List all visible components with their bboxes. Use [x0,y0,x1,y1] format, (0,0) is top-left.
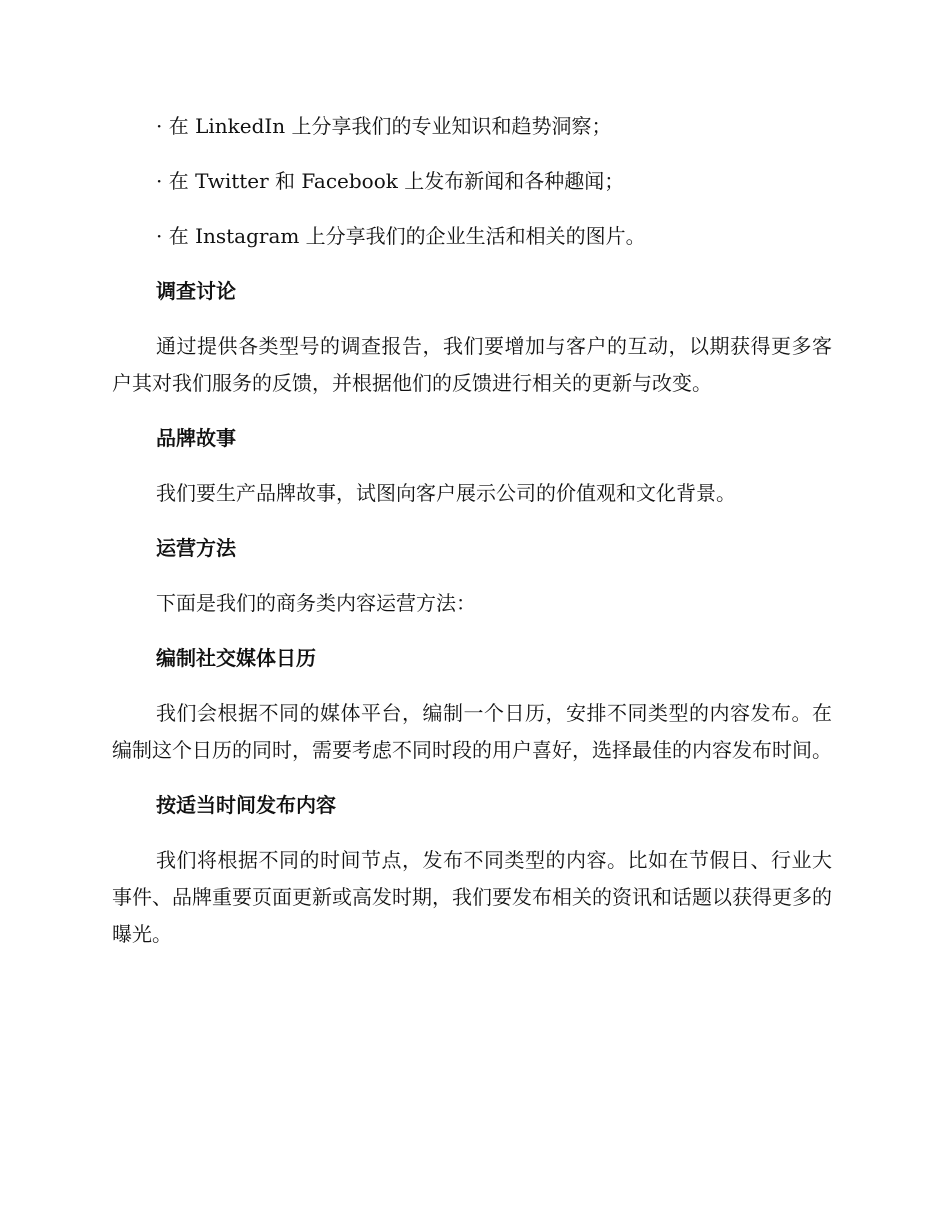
heading-calendar: 编制社交媒体日历 [156,646,316,670]
paragraph-operation: 下面是我们的商务类内容运营方法： [156,591,476,615]
heading-operation: 运营方法 [156,536,236,560]
bullet-twitter-facebook: · 在 Twitter 和 Facebook 上发布新闻和各种趣闻； [156,169,625,193]
paragraph-survey: 通过提供各类型号的调查报告，我们要增加与客户的互动，以期获得更多客户其对我们服务的反馈，并根据他们的反馈进行相关的更新与改变。 [112,334,832,395]
heading-timing: 按适当时间发布内容 [156,793,336,817]
document-page [112,108,832,971]
paragraph-timing: 我们将根据不同的时间节点，发布不同类型的内容。比如在节假日、行业大事件、品牌重要页面更新或高发时期，我们要发布相关的资讯和话题以获得更多的曝光。 [112,848,832,946]
heading-survey: 调查讨论 [156,279,236,303]
bullet-instagram: · 在 Instagram 上分享我们的企业生活和相关的图片。 [156,224,646,248]
heading-brand-story: 品牌故事 [156,426,236,450]
paragraph-calendar: 我们会根据不同的媒体平台，编制一个日历，安排不同类型的内容发布。在编制这个日历的同时，需要考虑不同时段的用户喜好，选择最佳的内容发布时间。 [112,701,832,762]
bullet-linkedin: · 在 LinkedIn 上分享我们的专业知识和趋势洞察； [156,114,612,138]
paragraph-brand-story: 我们要生产品牌故事，试图向客户展示公司的价值观和文化背景。 [156,481,736,505]
